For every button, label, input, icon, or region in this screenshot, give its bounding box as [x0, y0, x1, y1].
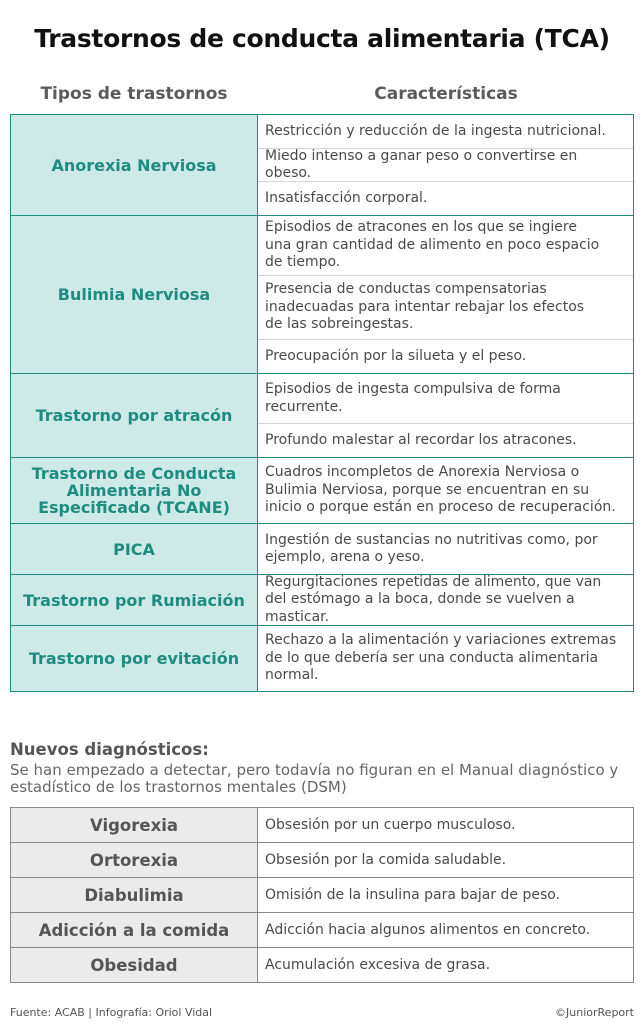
text-line: una gran cantidad de alimento en poco espacio — [265, 236, 600, 253]
disorder-name — [11, 374, 258, 458]
text-line: Bulimia Nerviosa — [57, 285, 211, 304]
disorder-characteristics — [258, 575, 634, 626]
footer-source: Fuente: ACAB | Infografía: Oriol Vidal — [10, 1006, 213, 1019]
disorder-name — [11, 626, 258, 692]
text-line: Episodios de ingesta compulsiva de forma — [265, 381, 561, 397]
diagnosis-description: Acumulación excesiva de grasa. — [258, 948, 634, 983]
diagnosis-name: Diabulimia — [11, 878, 258, 913]
text-line: Preocupación por la silueta y el peso. — [265, 347, 527, 364]
text-line: Cuadros incompletos de Anorexia Nerviosa o — [265, 464, 580, 481]
characteristic-item — [258, 115, 633, 149]
disorder-row — [11, 458, 634, 524]
new-diagnoses-subtitle — [10, 762, 634, 796]
disorder-name — [11, 524, 258, 575]
text-line: Insatisfacción corporal. — [265, 189, 428, 206]
text-line: de las sobreingestas. — [265, 316, 414, 333]
characteristic-item — [258, 424, 633, 457]
text-line: Episodios de atracones en los que se ingiere — [265, 219, 577, 236]
disorder-row — [11, 626, 634, 692]
diagnosis-description: Adicción hacia algunos alimentos en concreto. — [258, 913, 634, 948]
disorders-table — [10, 114, 634, 692]
disorder-row — [11, 115, 634, 216]
footer-credit: ©JuniorReport — [555, 1006, 634, 1019]
disorder-characteristics — [258, 374, 634, 458]
text-line: del estómago a la boca, donde se vuelven a masticar. — [265, 591, 575, 625]
text-line: Trastorno por atracón — [35, 406, 233, 425]
diagnosis-row — [11, 808, 634, 843]
characteristic-item — [258, 182, 633, 215]
text-line: Rechazo a la alimentación y variaciones extremas — [265, 632, 617, 649]
text-line: Regurgitaciones repetidas de alimento, que van — [265, 573, 602, 590]
subtitle-line: Se han empezado a detectar, pero todavía no figuran en el Manual diagnóstico y — [10, 761, 619, 779]
text-line: Miedo intenso a ganar peso o convertirse en obeso. — [265, 147, 578, 181]
characteristic-item — [258, 216, 633, 276]
new-diagnoses-table — [10, 807, 634, 983]
disorder-row — [11, 575, 634, 626]
text-line: inadecuadas para intentar rebajar los efectos — [265, 298, 585, 315]
diagnosis-row — [11, 843, 634, 878]
disorder-name — [11, 115, 258, 216]
page-title: Trastornos de conducta alimentaria (TCA) — [34, 24, 610, 53]
disorder-characteristics — [258, 458, 634, 524]
disorder-name — [11, 575, 258, 626]
text-line: normal. — [265, 667, 319, 684]
diagnosis-row — [11, 878, 634, 913]
disorder-characteristics — [258, 626, 634, 692]
characteristic-item — [258, 374, 633, 424]
characteristic-item — [258, 458, 633, 523]
column-header-features: Características — [374, 84, 518, 104]
text-line: de tiempo. — [265, 254, 341, 271]
subtitle-line: estadístico de los trastornos mentales (DSM) — [10, 778, 347, 796]
disorder-row — [11, 216, 634, 374]
text-line: ejemplo, arena o yeso. — [265, 549, 425, 565]
diagnosis-name: Ortorexia — [11, 843, 258, 878]
new-diagnoses-title: Nuevos diagnósticos: — [10, 740, 209, 759]
diagnosis-row — [11, 913, 634, 948]
text-line: recurrente. — [265, 398, 343, 415]
disorder-characteristics — [258, 216, 634, 374]
text-line: Ingestión de sustancias no nutritivas como, por — [265, 531, 598, 548]
diagnosis-name: Adicción a la comida — [11, 913, 258, 948]
column-header-types: Tipos de trastornos — [40, 84, 228, 104]
characteristic-item — [258, 524, 633, 574]
disorder-row — [11, 524, 634, 575]
text-line: PICA — [113, 539, 155, 559]
characteristic-item — [258, 340, 633, 373]
text-line: Presencia de conductas compensatorias — [265, 281, 547, 298]
text-line: Trastorno por evitación — [28, 649, 240, 668]
characteristic-item — [258, 626, 633, 691]
diagnosis-row — [11, 948, 634, 983]
diagnosis-description: Omisión de la insulina para bajar de peso. — [258, 878, 634, 913]
disorder-name — [11, 458, 258, 524]
text-line: Alimentaria No — [66, 481, 202, 500]
diagnosis-description: Obsesión por la comida saludable. — [258, 843, 634, 878]
text-line: Profundo malestar al recordar los atracones. — [265, 431, 577, 448]
text-line: Bulimia Nerviosa, porque se encuentran en su — [265, 481, 590, 498]
text-line: de lo que debería ser una conducta alimentaria — [265, 649, 599, 666]
text-line: inicio o porque están en proceso de recuperación. — [265, 499, 616, 516]
disorder-characteristics — [258, 524, 634, 575]
text-line: Trastorno de Conducta — [31, 464, 237, 483]
diagnosis-name: Obesidad — [11, 948, 258, 983]
characteristic-item — [258, 276, 633, 340]
disorder-row — [11, 374, 634, 458]
disorder-name — [11, 216, 258, 374]
characteristic-item — [258, 575, 633, 625]
text-line: Anorexia Nerviosa — [51, 155, 217, 175]
disorder-characteristics — [258, 115, 634, 216]
diagnosis-name: Vigorexia — [11, 808, 258, 843]
text-line: Restricción y reducción de la ingesta nutricional. — [265, 122, 606, 139]
text-line: Trastorno por Rumiación — [23, 590, 245, 610]
diagnosis-description: Obsesión por un cuerpo musculoso. — [258, 808, 634, 843]
text-line: Especificado (TCANE) — [38, 498, 230, 517]
characteristic-item — [258, 149, 633, 182]
